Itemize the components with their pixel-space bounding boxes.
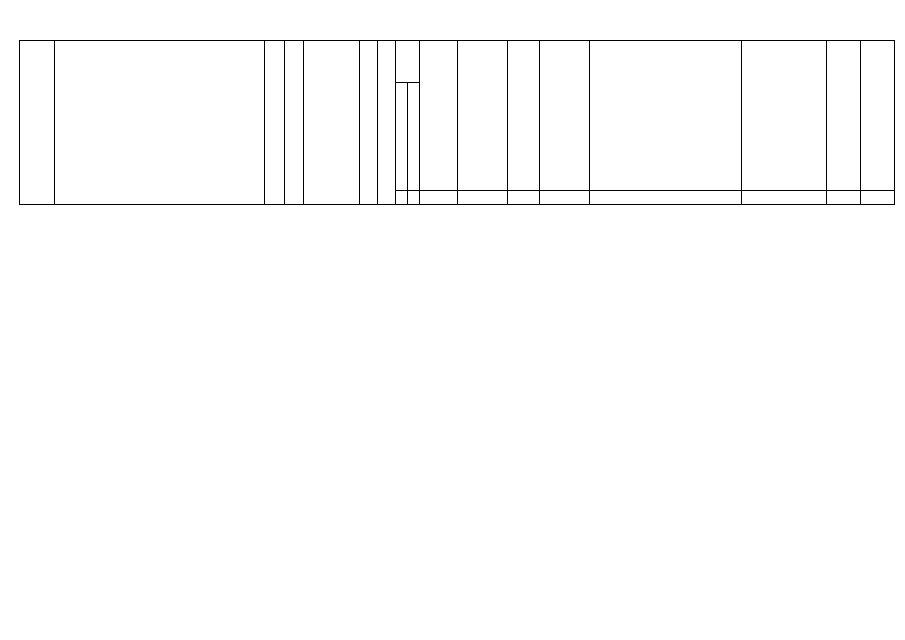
hdr-kod [20, 41, 55, 205]
unit-sht2 [408, 191, 420, 205]
unit-kvm2 [458, 191, 508, 205]
unit-kvm3 [508, 191, 540, 205]
hdr-roof-area [508, 41, 540, 191]
unit-rub-kvm [827, 191, 861, 205]
unit-rub [742, 191, 827, 205]
hdr-cost [742, 41, 827, 191]
main-table-top [19, 40, 895, 205]
unit-kvm [420, 191, 458, 205]
unit-chel [540, 191, 590, 205]
hdr-area-total [420, 41, 458, 191]
hdr-lifts [396, 41, 420, 83]
hdr-area-owned [458, 41, 508, 191]
hdr-address [55, 41, 265, 205]
unit-sht [396, 191, 408, 205]
hdr-work-type [590, 41, 742, 191]
unit-rub-kvm2 [861, 191, 895, 205]
